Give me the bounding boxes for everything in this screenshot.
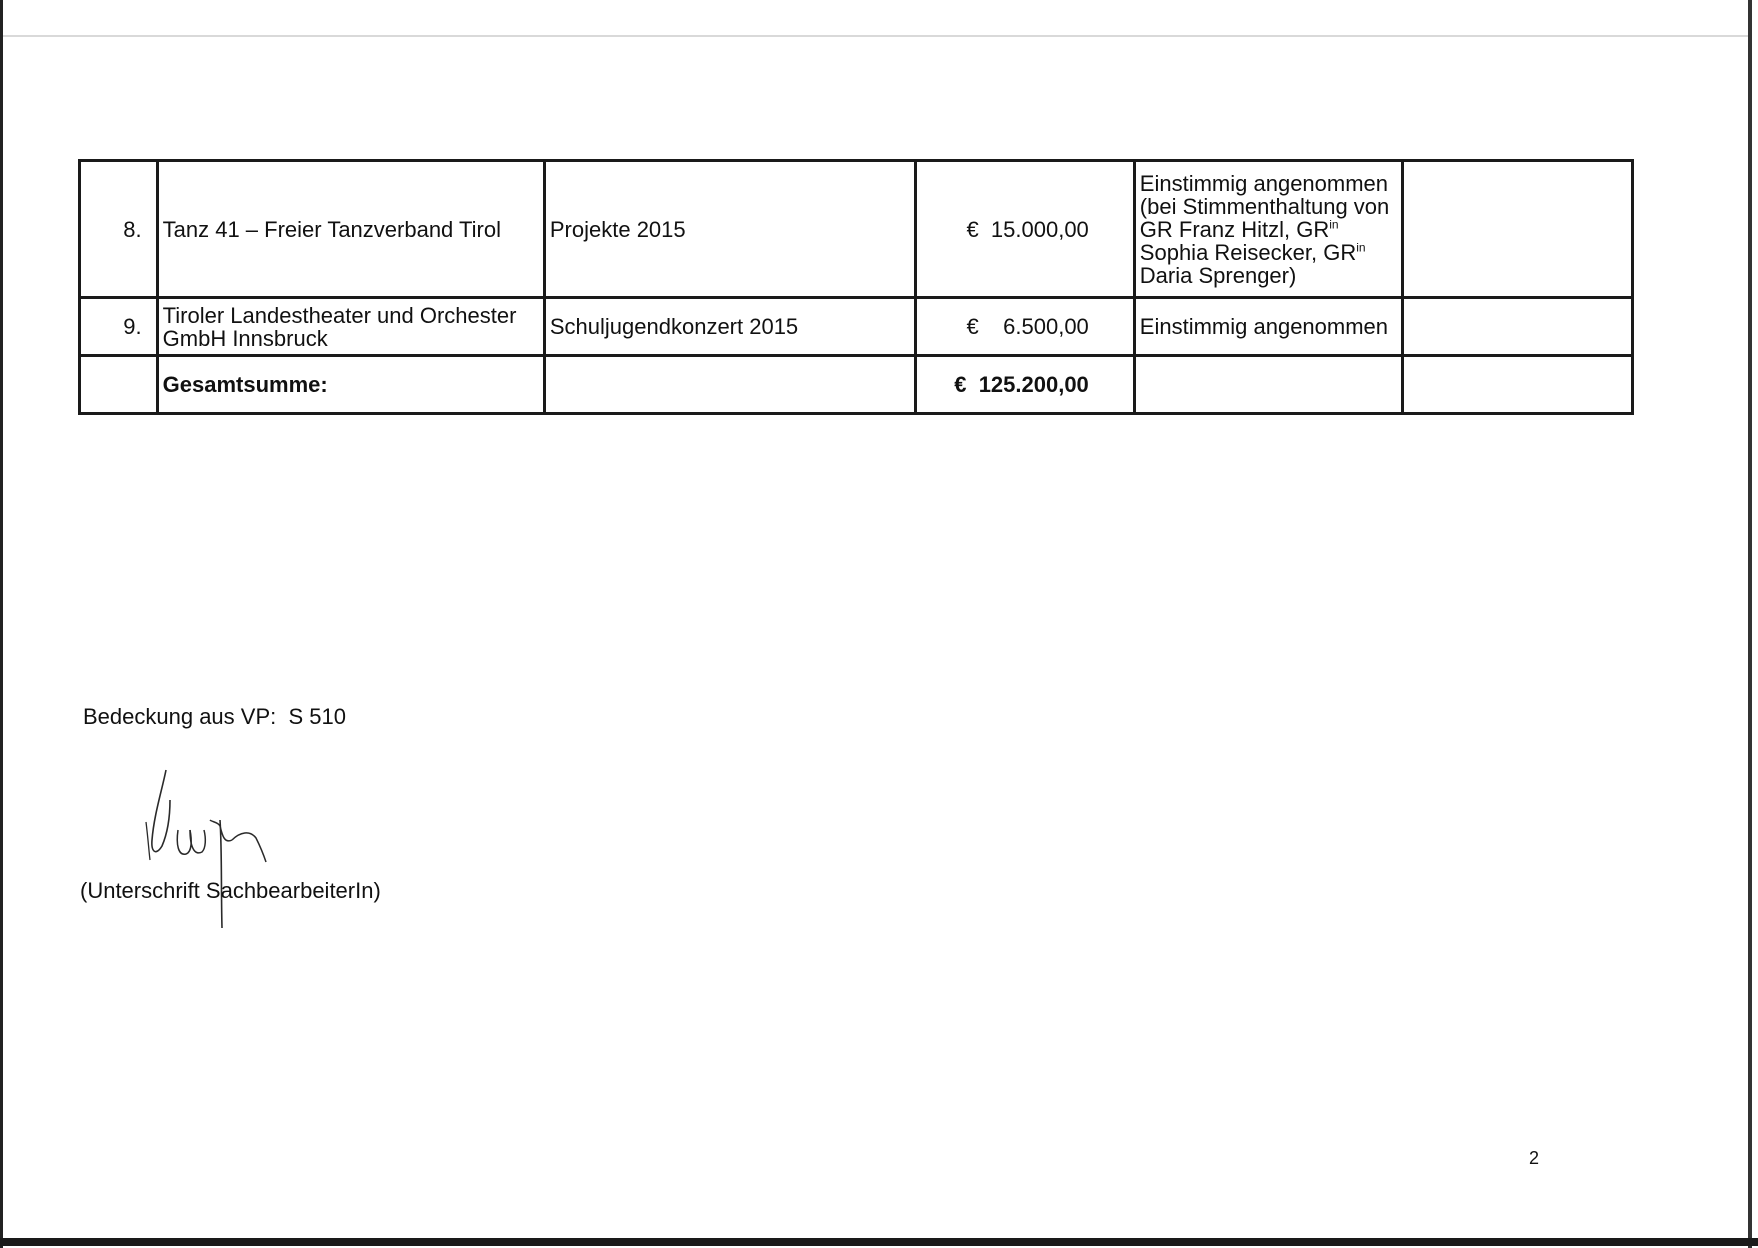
total-label: Gesamtsumme: bbox=[157, 356, 544, 414]
decision-superscript: in bbox=[1356, 240, 1366, 255]
scan-edge-bottom bbox=[0, 1238, 1758, 1246]
empty-cell bbox=[1403, 356, 1633, 414]
grants-table bbox=[78, 159, 1634, 415]
total-amount: 125.200,00 bbox=[978, 372, 1089, 397]
decision-line: (bei Stimmenthaltung von bbox=[1139, 193, 1390, 219]
amount-cell bbox=[915, 298, 1134, 356]
decision-line: Daria Sprenger) bbox=[1139, 262, 1297, 288]
recipient-line: Tiroler Landestheater und Orchester bbox=[162, 302, 517, 328]
decision-line: GR Franz Hitzl, GR bbox=[1139, 216, 1330, 242]
coverage-note: Bedeckung aus VP: S 510 bbox=[83, 704, 346, 729]
total-row bbox=[80, 356, 1633, 414]
currency-symbol: € bbox=[954, 372, 967, 397]
amount-value: 15.000,00 bbox=[990, 216, 1089, 242]
currency-symbol: € bbox=[966, 314, 979, 339]
page-number: 2 bbox=[1529, 1148, 1540, 1168]
decision-line: Einstimmig angenommen bbox=[1139, 170, 1389, 196]
total-amount-cell bbox=[915, 356, 1134, 414]
recipient-line: GmbH Innsbruck bbox=[162, 325, 328, 351]
empty-cell bbox=[80, 356, 158, 414]
decision-line: Sophia Reisecker, GR bbox=[1139, 239, 1357, 265]
purpose-cell: Projekte 2015 bbox=[544, 161, 915, 298]
table-row bbox=[80, 161, 1633, 298]
table-row bbox=[80, 298, 1633, 356]
amount-value: 6.500,00 bbox=[1003, 314, 1089, 339]
decision-cell: Einstimmig angenommen bbox=[1134, 298, 1402, 356]
decision-superscript: in bbox=[1329, 217, 1339, 232]
signature-caption: (Unterschrift SachbearbeiterIn) bbox=[80, 878, 381, 903]
row-number: 8. bbox=[80, 161, 158, 298]
scan-edge-left bbox=[0, 0, 3, 1248]
decision-cell bbox=[1134, 161, 1402, 298]
currency-symbol: € bbox=[966, 216, 979, 242]
recipient-cell: Tanz 41 – Freier Tanzverband Tirol bbox=[157, 161, 544, 298]
top-divider bbox=[0, 35, 1748, 37]
remarks-cell bbox=[1403, 161, 1633, 298]
purpose-cell: Schuljugendkonzert 2015 bbox=[544, 298, 915, 356]
empty-cell bbox=[544, 356, 915, 414]
recipient-cell bbox=[157, 298, 544, 356]
handwritten-signature bbox=[140, 760, 320, 930]
remarks-cell bbox=[1403, 298, 1633, 356]
scan-edge-right bbox=[1748, 0, 1752, 1248]
empty-cell bbox=[1134, 356, 1402, 414]
row-number: 9. bbox=[80, 298, 158, 356]
amount-cell bbox=[915, 161, 1134, 298]
